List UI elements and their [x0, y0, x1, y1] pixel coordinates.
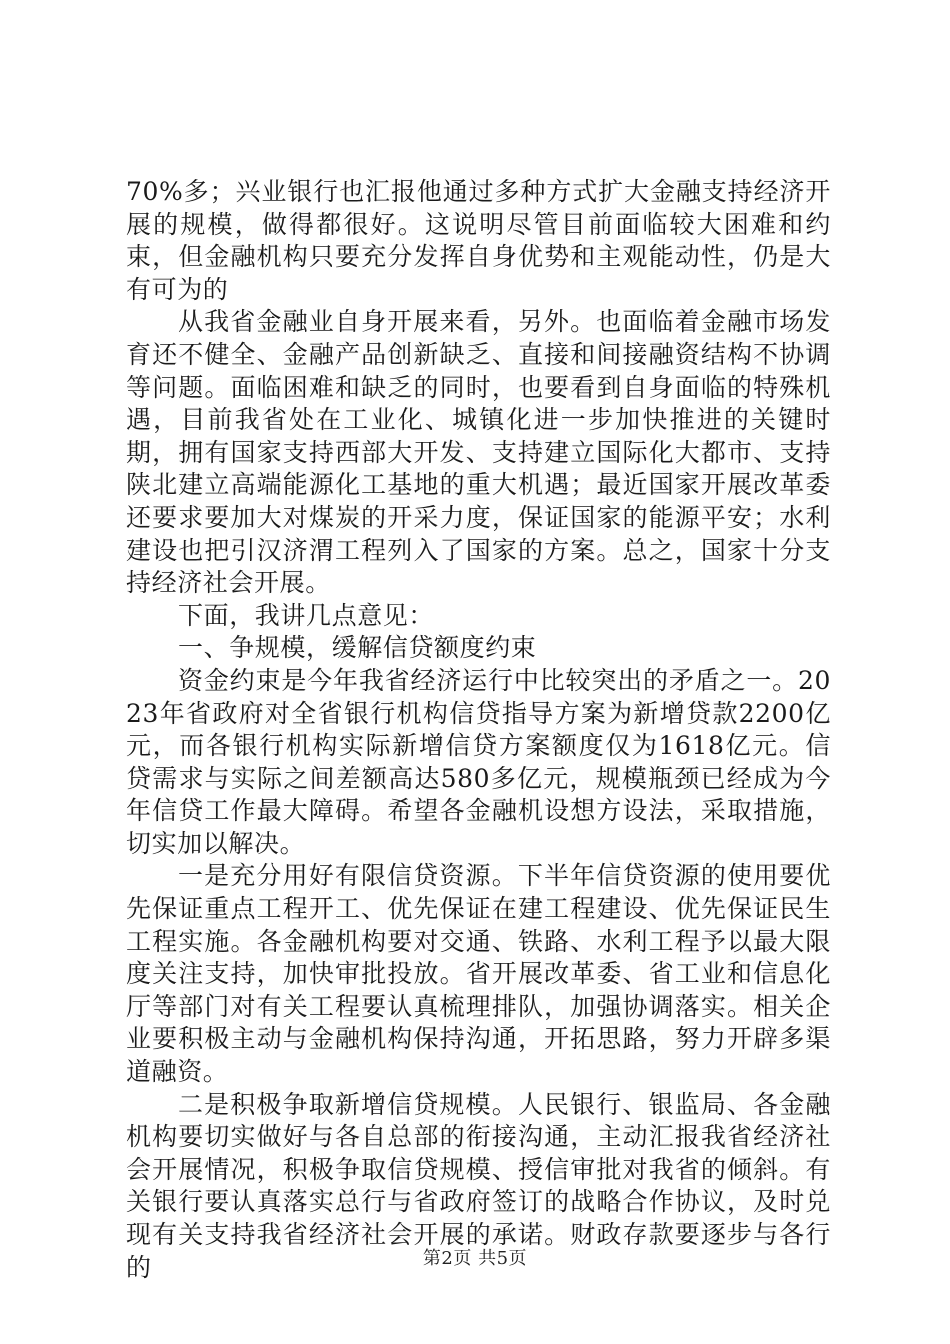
paragraph-opinions-intro: 下面，我讲几点意见：	[178, 600, 435, 630]
paragraph-point-one: 一是充分用好有限信贷资源。下半年信贷资源的使用要优先保证重点工程开工、优先保证在建工程建设、优先保证民生工程实施。各金融机构要对交通、铁路、水利工程予以最大限度关注支持，加快审批投放。省开展改革委、省工业和信息化厅等部门对有关工程要认真梳理排队，加强协调落实。相关企业要积极主动与金融机构保持沟通，开拓思路，努力开辟多渠道融资。	[126, 861, 831, 1087]
paragraph-capital-constraint: 资金约束是今年我省经济运行中比较突出的矛盾之一。2023年省政府对全省银行机构信贷指导方案为新增贷款2200亿元，而各银行机构实际新增信贷方案额度仅为1618亿元。信贷需求与实际之间差额高达580多亿元，规模瓶颈已经成为今年信贷工作最大障碍。希望各金融机设想方设法，采取措施，切实加以解决。	[126, 665, 831, 858]
paragraph-finance-development: 从我省金融业自身开展来看，另外。也面临着金融市场发育还不健全、金融产品创新缺乏、直接和间接融资结构不协调等问题。面临困难和缺乏的同时，也要看到自身面临的特殊机遇，目前我省处在工业化、城镇化进一步加快推进的关键时期，拥有国家支持西部大开发、支持建立国际化大都市、支持陕北建立高端能源化工基地的重大机遇；最近国家开展改革委还要求要加大对煤炭的开采力度，保证国家的能源平安；水利建设也把引汉济渭工程列入了国家的方案。总之，国家十分支持经济社会开展。	[126, 307, 831, 598]
section-heading-1: 一、争规模，缓解信贷额度约束	[178, 633, 537, 663]
paragraph-point-two: 二是积极争取新增信贷规模。人民银行、银监局、各金融机构要切实做好与各自总部的衔接沟通，主动汇报我省经济社会开展情况，积极争取信贷规模、授信审批对我省的倾斜。有关银行要认真落实总行与省政府签订的战略合作协议，及时兑现有关支持我省经济社会开展的承诺。财政存款要逐步与各行的	[126, 1089, 831, 1282]
paragraph-continuation: 70%多；兴业银行也汇报他通过多种方式扩大金融支持经济开展的规模，做得都很好。这说明尽管目前面临较大困难和约束，但金融机构只要充分发挥自身优势和主观能动性，仍是大有可为的	[126, 177, 831, 304]
page-number-footer: 第2页 共5页	[422, 1248, 528, 1269]
document-body	[126, 176, 831, 1284]
